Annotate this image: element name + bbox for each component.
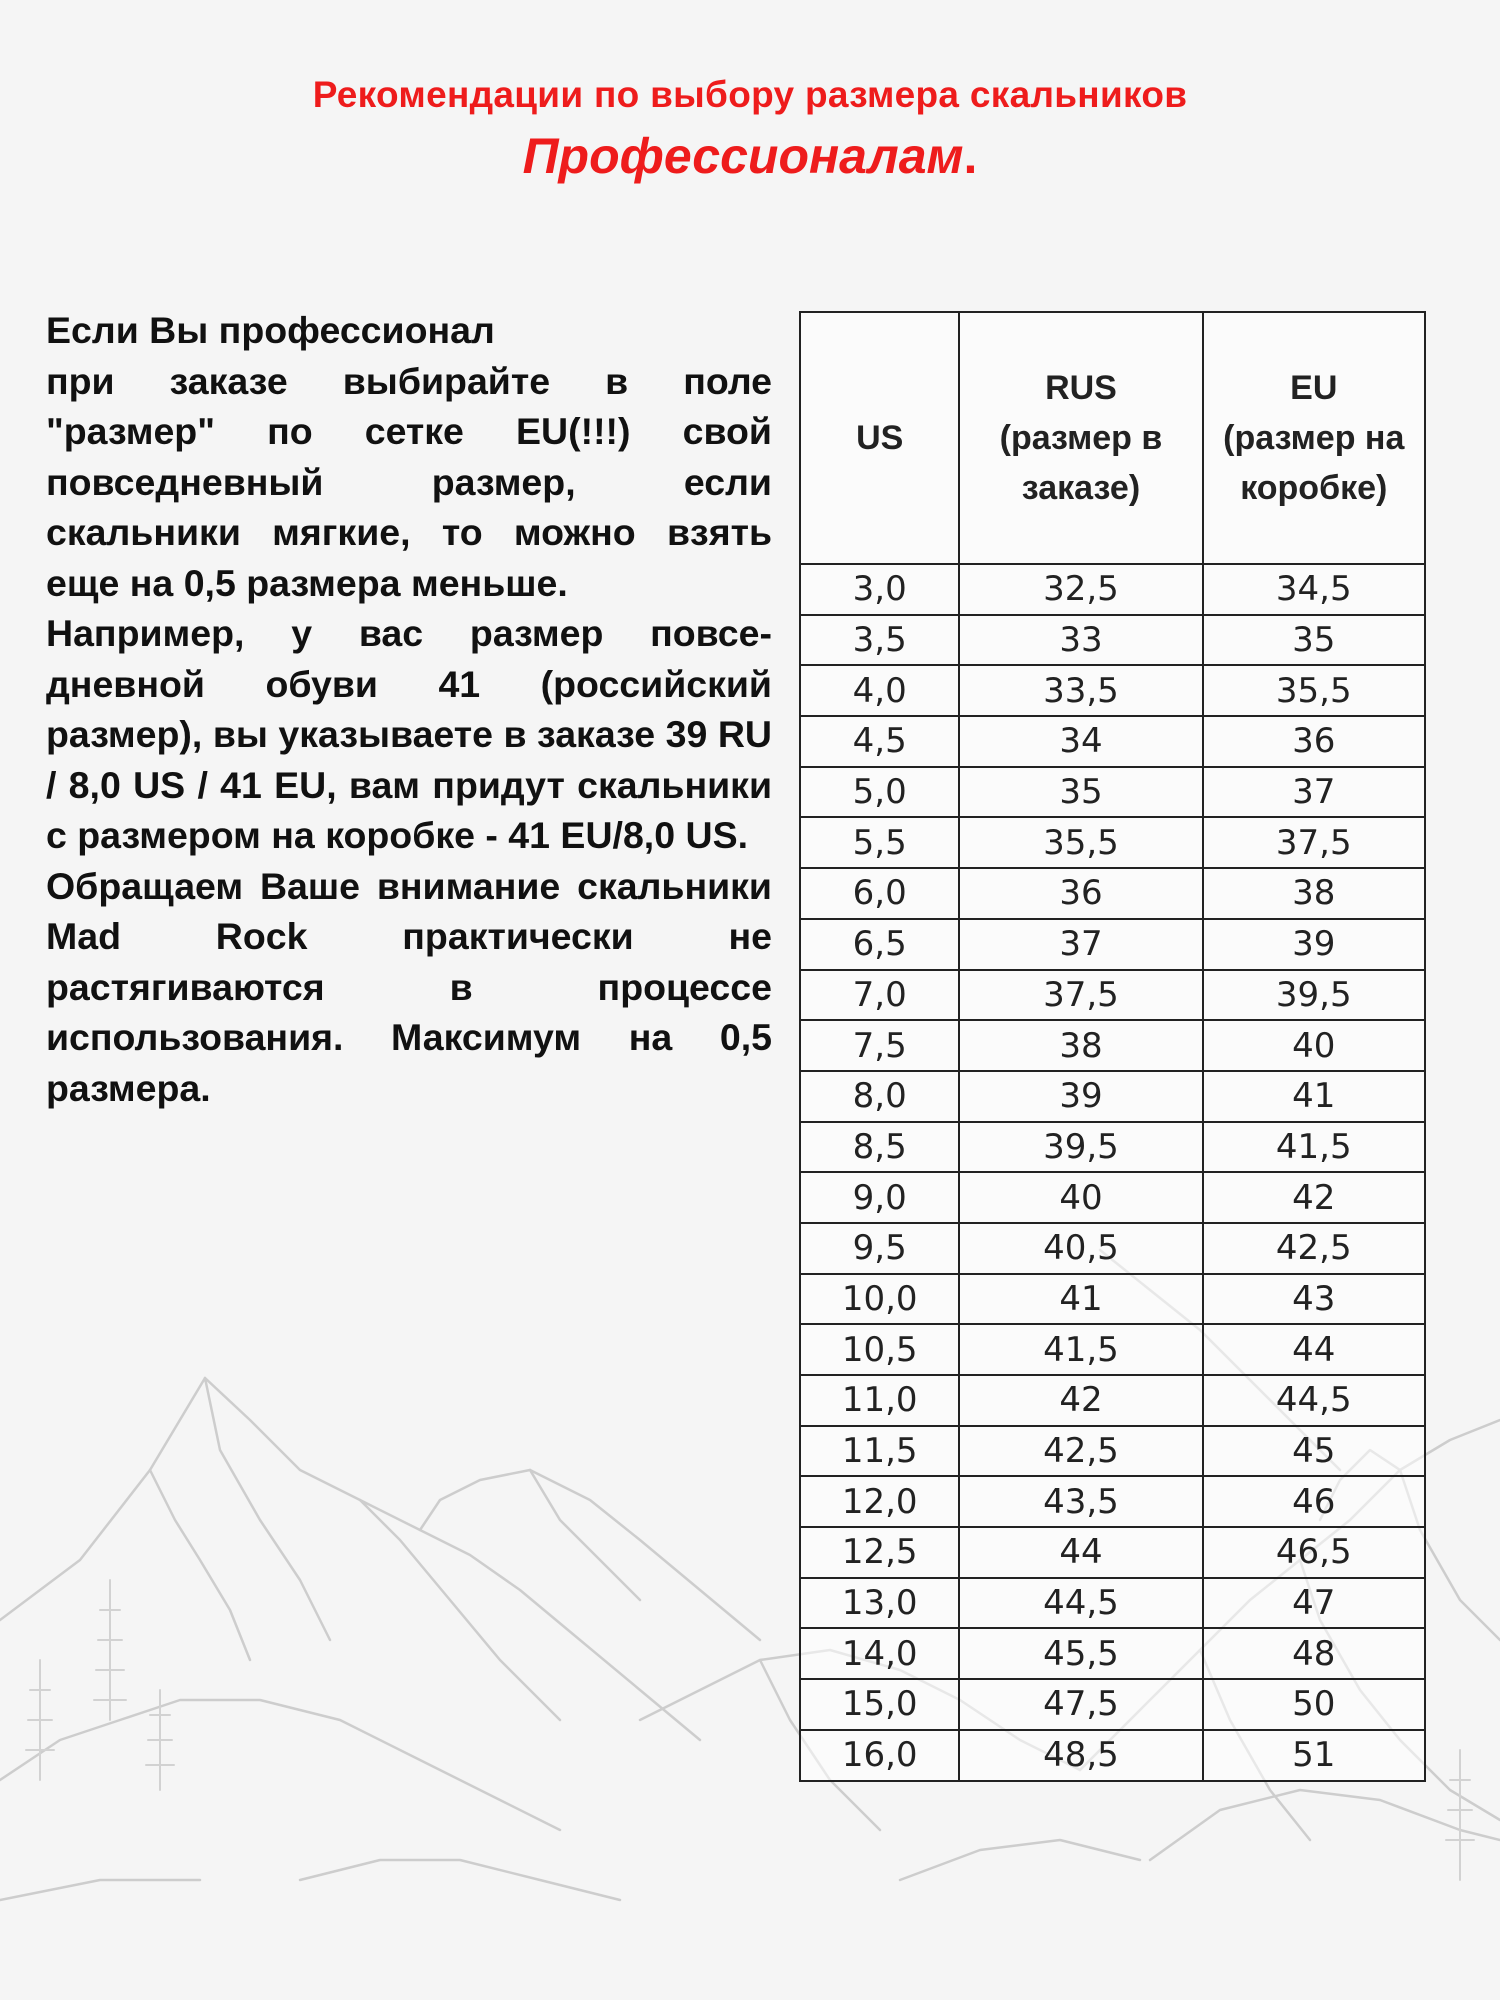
header-eu-note-2: коробке) [1240, 469, 1388, 507]
cell-eu: 40 [1203, 1020, 1425, 1071]
cell-eu: 43 [1203, 1274, 1425, 1325]
table-row [800, 1172, 1425, 1223]
header-rus-note-1: (размер в [999, 419, 1163, 457]
cell-rus: 43,5 [959, 1476, 1202, 1527]
cell-us: 3,5 [800, 615, 959, 666]
cell-us: 10,5 [800, 1324, 959, 1375]
cell-rus: 34 [959, 716, 1202, 767]
table-row [800, 1476, 1425, 1527]
cell-rus: 37,5 [959, 970, 1202, 1021]
cell-rus: 48,5 [959, 1730, 1202, 1781]
cell-rus: 47,5 [959, 1679, 1202, 1730]
cell-eu: 50 [1203, 1679, 1425, 1730]
cell-us: 15,0 [800, 1679, 959, 1730]
cell-rus: 39,5 [959, 1122, 1202, 1173]
cell-us: 7,5 [800, 1020, 959, 1071]
table-row [800, 716, 1425, 767]
cell-eu: 41,5 [1203, 1122, 1425, 1173]
cell-eu: 35 [1203, 615, 1425, 666]
table-row [800, 1628, 1425, 1679]
cell-us: 11,5 [800, 1426, 959, 1477]
header-eu-note-1: (размер на [1223, 419, 1405, 457]
cell-us: 7,0 [800, 970, 959, 1021]
cell-rus: 33 [959, 615, 1202, 666]
cell-eu: 37,5 [1203, 817, 1425, 868]
table-row [800, 564, 1425, 615]
table-row [800, 1679, 1425, 1730]
cell-eu: 44 [1203, 1324, 1425, 1375]
advice-text [46, 305, 772, 1113]
cell-rus: 40 [959, 1172, 1202, 1223]
cell-eu: 38 [1203, 868, 1425, 919]
table-row [800, 615, 1425, 666]
advice-paragraph-2: при заказе выбирайте в поле "размер" по сетке EU(!!!) свой повседневный размер, если скальники мягкие, то можно взять еще на 0,5 размера меньше. [46, 359, 772, 604]
cell-eu: 42,5 [1203, 1223, 1425, 1274]
table-row [800, 868, 1425, 919]
cell-eu: 39 [1203, 919, 1425, 970]
cell-eu: 45 [1203, 1426, 1425, 1477]
table-row [800, 1426, 1425, 1477]
table-row [800, 1223, 1425, 1274]
table-row [800, 1375, 1425, 1426]
cell-eu: 36 [1203, 716, 1425, 767]
cell-us: 8,5 [800, 1122, 959, 1173]
header-us [800, 312, 959, 564]
header-subtitle-italic: Профессионалам [522, 128, 964, 184]
cell-rus: 37 [959, 919, 1202, 970]
cell-rus: 38 [959, 1020, 1202, 1071]
cell-rus: 35 [959, 767, 1202, 818]
cell-eu: 46,5 [1203, 1527, 1425, 1578]
table-row [800, 1578, 1425, 1629]
cell-us: 6,0 [800, 868, 959, 919]
cell-rus: 44,5 [959, 1578, 1202, 1629]
cell-rus: 41 [959, 1274, 1202, 1325]
cell-us: 14,0 [800, 1628, 959, 1679]
advice-paragraph-1: Если Вы профессионал [46, 309, 495, 351]
table-row [800, 767, 1425, 818]
cell-eu: 46 [1203, 1476, 1425, 1527]
table-row [800, 1527, 1425, 1578]
cell-rus: 44 [959, 1527, 1202, 1578]
cell-rus: 32,5 [959, 564, 1202, 615]
table-row [800, 665, 1425, 716]
cell-eu: 47 [1203, 1578, 1425, 1629]
header-title: Рекомендации по выбору размера скальников [312, 74, 1188, 115]
cell-rus: 35,5 [959, 817, 1202, 868]
table-row [800, 1020, 1425, 1071]
size-chart-table [799, 311, 1426, 1782]
table-row [800, 1730, 1425, 1781]
header-rus [959, 312, 1202, 564]
advice-paragraph-4: Обращаем Ваше внимание скальники Mad Rock практически не растягиваются в процессе использования. Максимум на 0,5 размера. [46, 864, 772, 1109]
header-eu [1203, 312, 1425, 564]
cell-us: 12,5 [800, 1527, 959, 1578]
cell-eu: 37 [1203, 767, 1425, 818]
table-row [800, 970, 1425, 1021]
table-row [800, 817, 1425, 868]
cell-eu: 39,5 [1203, 970, 1425, 1021]
table-row [800, 1274, 1425, 1325]
cell-eu: 34,5 [1203, 564, 1425, 615]
cell-rus: 39 [959, 1071, 1202, 1122]
table-body [800, 564, 1425, 1781]
cell-us: 4,0 [800, 665, 959, 716]
cell-eu: 42 [1203, 1172, 1425, 1223]
header-subtitle [0, 124, 1500, 188]
cell-us: 13,0 [800, 1578, 959, 1629]
cell-rus: 41,5 [959, 1324, 1202, 1375]
cell-us: 10,0 [800, 1274, 959, 1325]
cell-rus: 36 [959, 868, 1202, 919]
header-rus-note-2: заказе) [1021, 469, 1141, 507]
cell-eu: 41 [1203, 1071, 1425, 1122]
cell-eu: 51 [1203, 1730, 1425, 1781]
cell-rus: 42,5 [959, 1426, 1202, 1477]
table-row [800, 1324, 1425, 1375]
cell-us: 6,5 [800, 919, 959, 970]
cell-eu: 35,5 [1203, 665, 1425, 716]
table-row [800, 1071, 1425, 1122]
cell-us: 12,0 [800, 1476, 959, 1527]
header-subtitle-suffix: . [963, 128, 978, 184]
cell-us: 11,0 [800, 1375, 959, 1426]
cell-eu: 44,5 [1203, 1375, 1425, 1426]
table-row [800, 1122, 1425, 1173]
cell-eu: 48 [1203, 1628, 1425, 1679]
table-row [800, 919, 1425, 970]
cell-rus: 42 [959, 1375, 1202, 1426]
header-us-label: US [856, 419, 904, 457]
cell-rus: 45,5 [959, 1628, 1202, 1679]
cell-us: 8,0 [800, 1071, 959, 1122]
advice-paragraph-3: Например, у вас размер повсе-дневной обуви 41 (российский размер), вы указываете в заказе 39 RU / 8,0 US / 41 EU, вам придут скальники с размером на коробке - 41 EU/8,0 US. [46, 612, 772, 856]
cell-us: 4,5 [800, 716, 959, 767]
cell-us: 5,0 [800, 767, 959, 818]
cell-us: 5,5 [800, 817, 959, 868]
header-rus-label: RUS [1045, 369, 1117, 407]
cell-us: 16,0 [800, 1730, 959, 1781]
cell-rus: 33,5 [959, 665, 1202, 716]
cell-us: 9,0 [800, 1172, 959, 1223]
cell-rus: 40,5 [959, 1223, 1202, 1274]
header-eu-label: EU [1290, 369, 1338, 407]
cell-us: 9,5 [800, 1223, 959, 1274]
page-header [0, 66, 1500, 188]
table-header-row [800, 312, 1425, 564]
cell-us: 3,0 [800, 564, 959, 615]
